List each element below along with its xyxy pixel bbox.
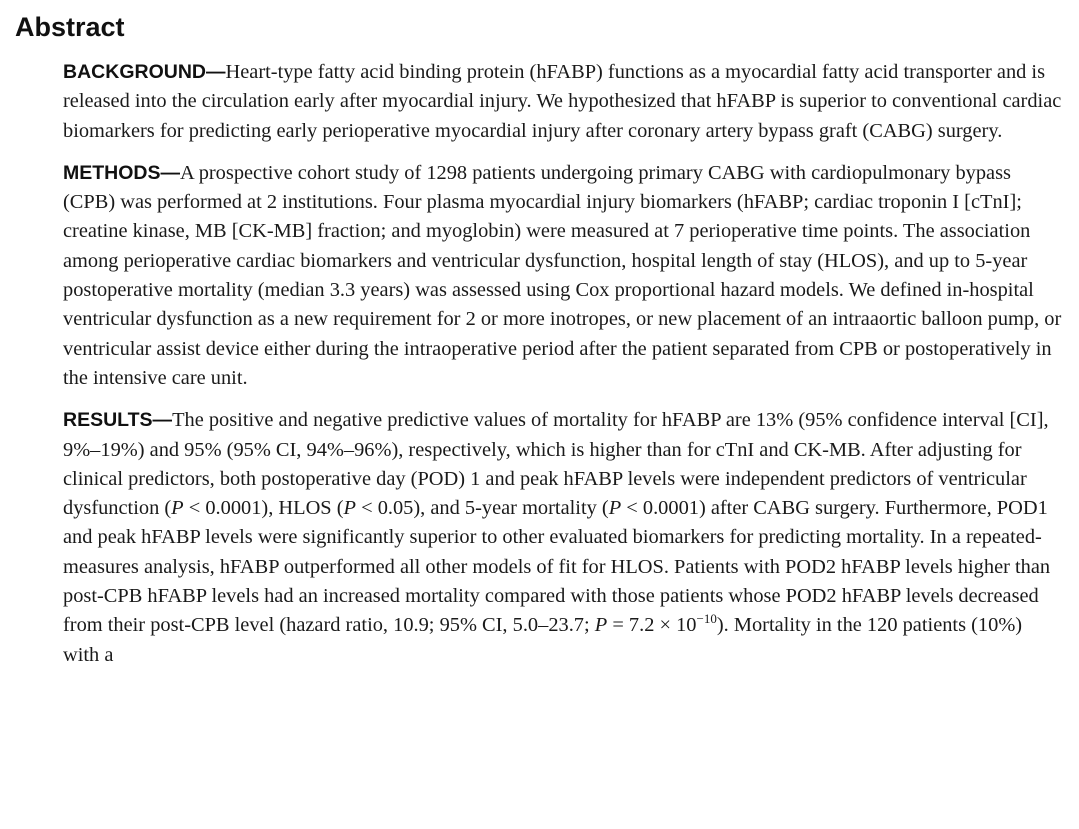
p-value-symbol: P — [594, 614, 608, 637]
background-label: BACKGROUND— — [63, 61, 226, 83]
methods-label: METHODS— — [63, 161, 180, 184]
results-text-4: < 0.0001) after CABG surgery. Furthermore, POD1 and peak hFABP levels were significantly superior to other evaluated biomarkers for predicting mortality. In a repeated-measures analysis, hFABP outperformed all other models of fit for HLOS. Patients with POD2 hFABP levels higher than post-CPB hFABP levels had an increased mortality compared with those patients whose POD2 hFABP levels decreased from their post-CPB level (hazard ratio, 10.9; 95% CI, 5.0–23.7; — [63, 497, 1051, 637]
p-value-symbol: P — [171, 497, 184, 520]
results-text-2: < 0.0001), HLOS ( — [183, 497, 344, 520]
methods-text: A prospective cohort study of 1298 patients undergoing primary CABG with cardiopulmonary bypass (CPB) was performed at 2 institutions. Four plasma myocardial injury biomarkers (hFABP; cardiac troponin I [cTnI]; creatine kinase, MB [CK-MB] fraction; and myoglobin) were measured at 7 perioperative time points. The association among perioperative cardiac biomarkers and ventricular dysfunction, hospital length of stay (HLOS), and up to 5-year postoperative mortality (median 3.3 years) was assessed using Cox proportional hazard models. We defined in-hospital ventricular dysfunction as a new requirement for 2 or more inotropes, or new placement of an intraaortic balloon pump, or ventricular assist device either during the intraoperative period after the patient separated from CPB or postoperatively in the intensive care unit. — [63, 161, 1062, 389]
background-text: Heart-type fatty acid binding protein (hFABP) functions as a myocardial fatty acid transporter and is released into the circulation early after myocardial injury. We hypothesized that hFABP is superior to conventional cardiac biomarkers for predicting early perioperative myocardial injury after coronary artery bypass graft (CABG) surgery. — [63, 61, 1062, 142]
results-text-5: = 7.2 × 10 — [607, 614, 697, 637]
abstract-heading: Abstract — [15, 12, 125, 42]
background-paragraph — [63, 58, 1063, 146]
results-text-3: < 0.05), and 5-year mortality ( — [356, 497, 609, 520]
p-value-symbol: P — [343, 497, 356, 520]
exponent: −10 — [696, 611, 717, 627]
abstract-body — [63, 58, 1063, 683]
results-text-1: The positive and negative predictive values of mortality for hFABP are 13% (95% confidence interval [CI], 9%–19%) and 95% (95% CI, 94%–96%), respectively, which is higher than for cTnI and CK-MB. After adjusting for clinical predictors, both postoperative day (POD) 1 and peak hFABP levels were independent predictors of ventricular dysfunction ( — [63, 409, 1049, 520]
results-label: RESULTS— — [63, 409, 173, 432]
methods-paragraph — [63, 159, 1063, 393]
p-value-symbol: P — [608, 497, 622, 520]
results-paragraph — [63, 406, 1063, 670]
results-text-6: ). Mortality in the 120 patients (10%) with a — [63, 614, 1023, 666]
